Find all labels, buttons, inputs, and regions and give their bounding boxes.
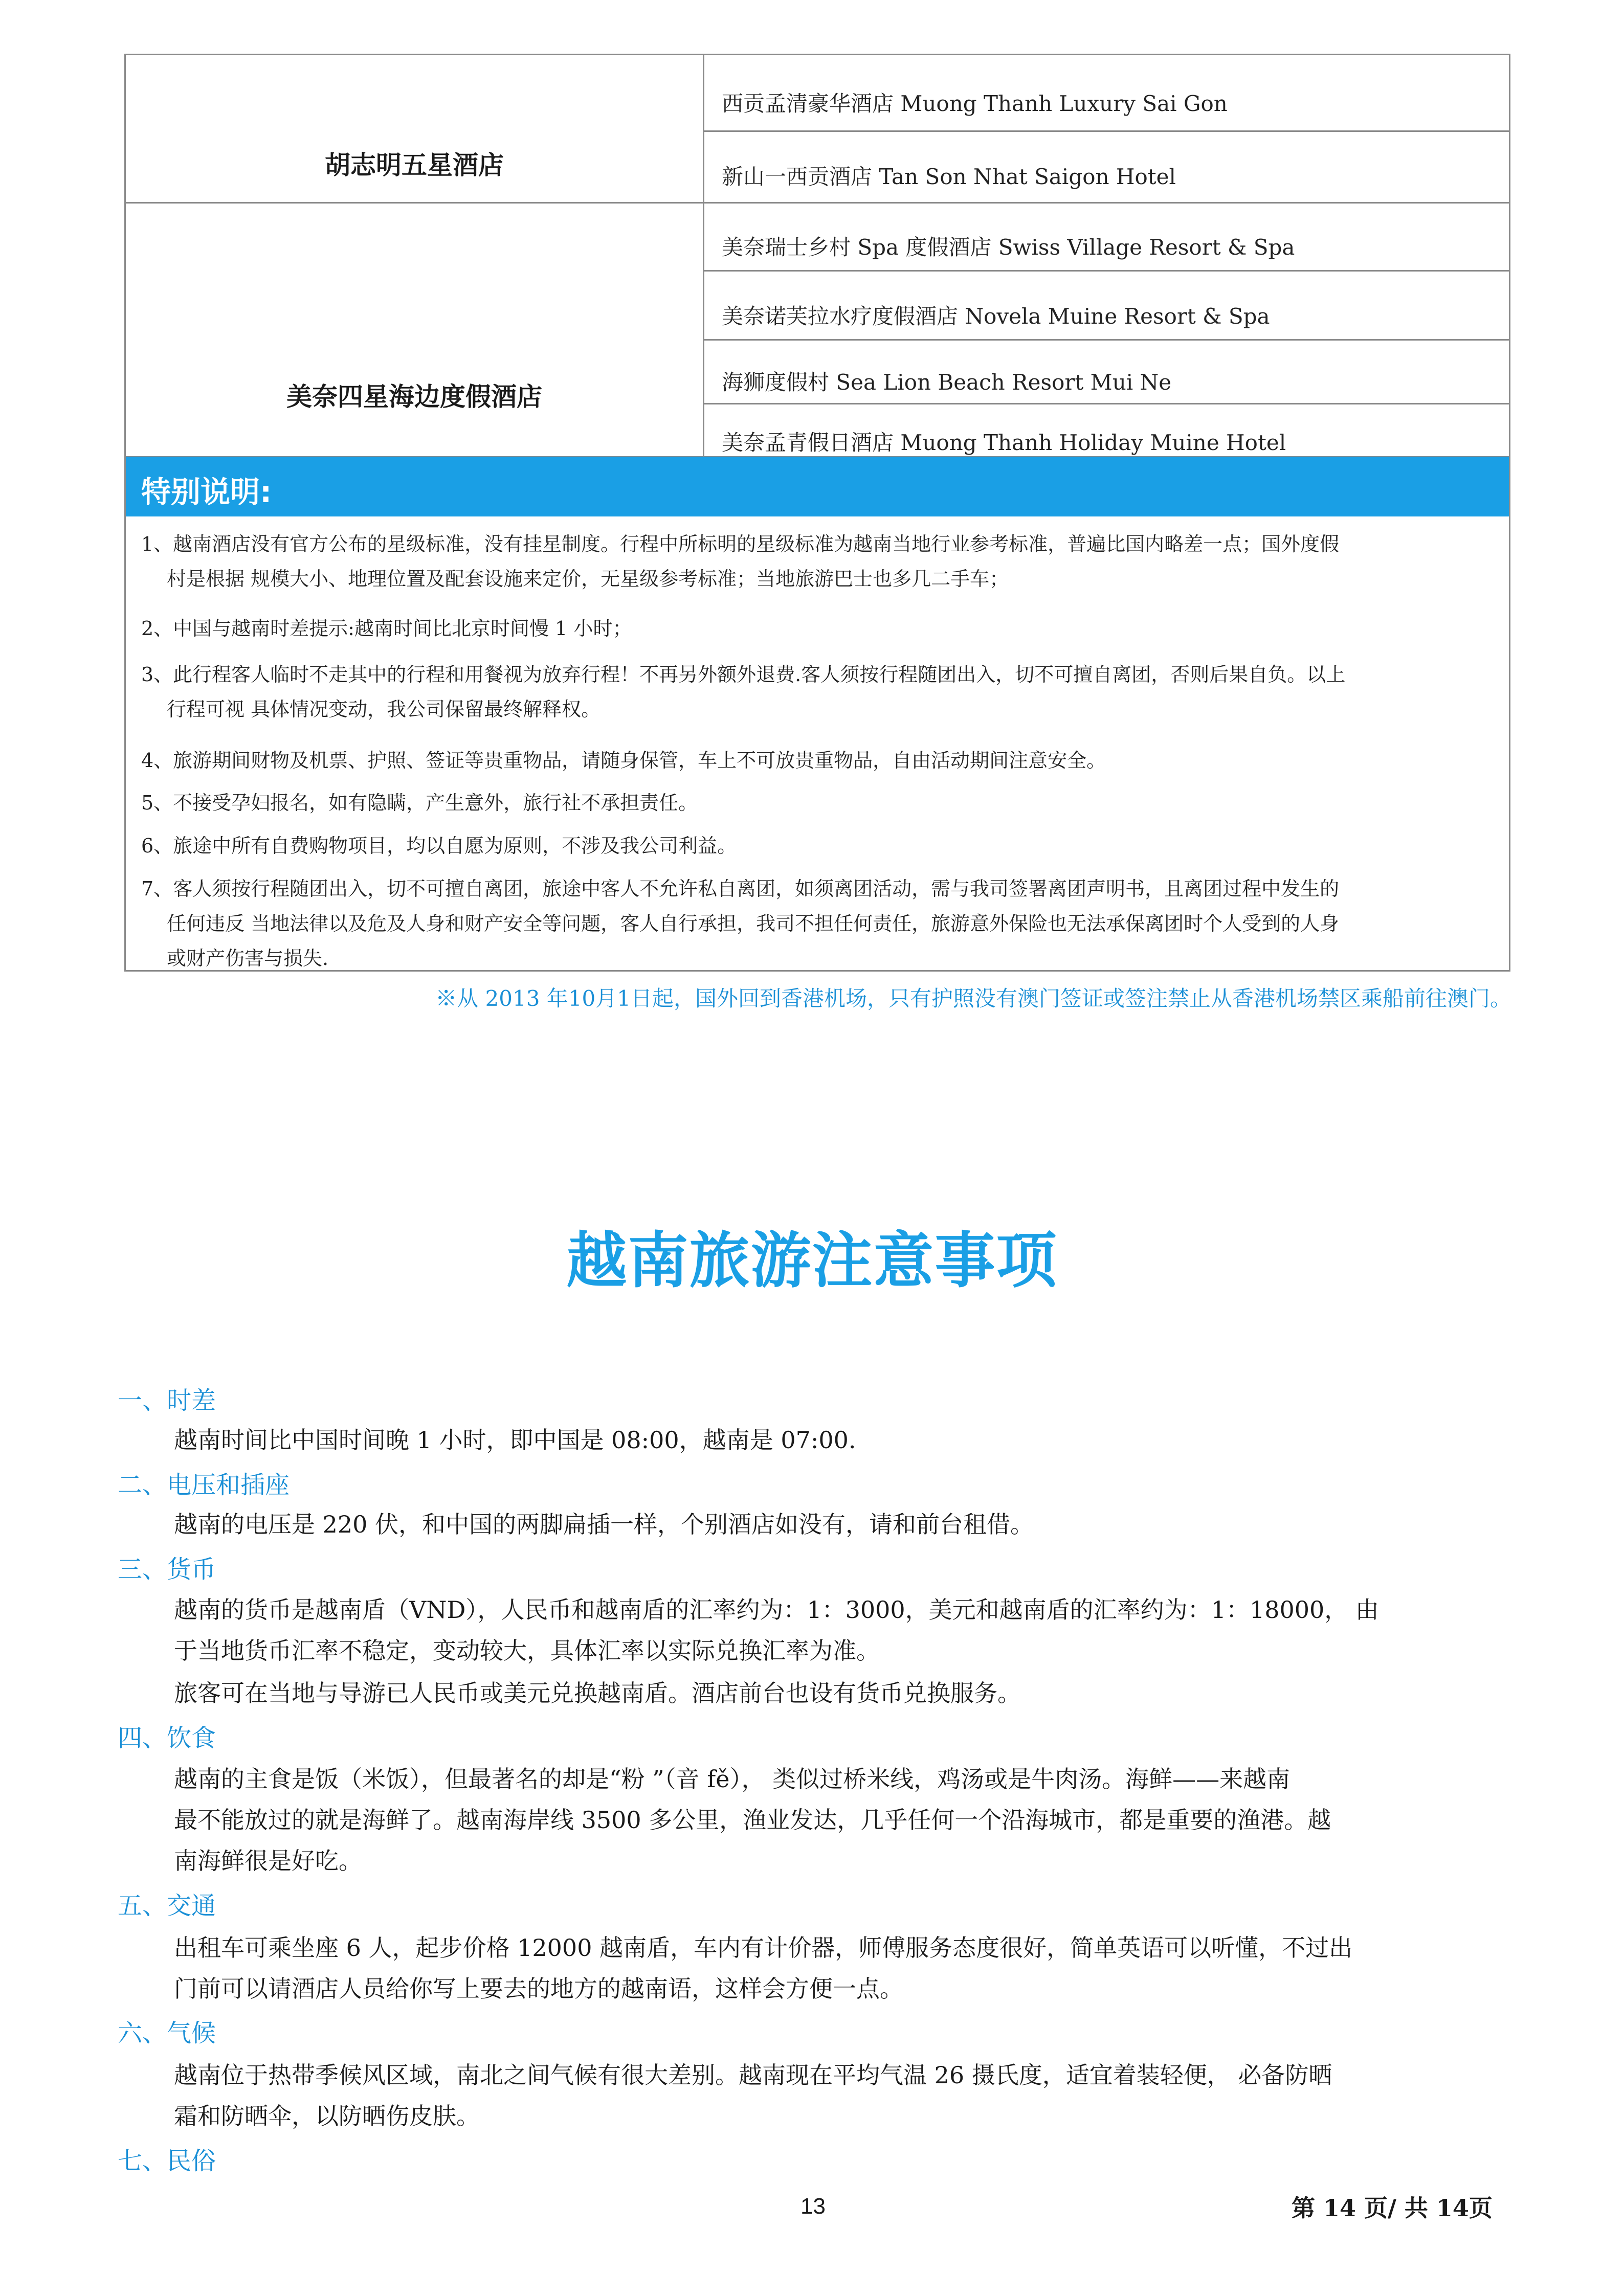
page-number: 13 [800, 2194, 826, 2219]
group-divider [126, 202, 1509, 204]
section-text: 南海鲜很是好吃。 [174, 1847, 362, 1875]
page-of-total: 第 14 页/ 共 14页 [1292, 2194, 1493, 2222]
note-item: 4、旅游期间财物及机票、护照、签证等贵重物品，请随身保管，车上不可放贵重物品，自由活动期间注意安全。 [141, 749, 1106, 772]
footnote: ※从 2013 年10月1日起，国外回到香港机场，只有护照没有澳门签证或签注禁止从香港机场禁区乘船前往澳门。 [435, 986, 1511, 1011]
table-column-divider [703, 55, 704, 456]
hotel-name: 海狮度假村 Sea Lion Beach Resort Mui Ne [722, 370, 1172, 395]
hotel-name: 西贡孟清豪华酒店 Muong Thanh Luxury Sai Gon [722, 91, 1228, 116]
section-text: 最不能放过的就是海鲜了。越南海岸线 3500 多公里，渔业发达，几乎任何一个沿海城市，都是重要的渔港。越 [174, 1806, 1331, 1834]
section-text: 出租车可乘坐座 6 人，起步价格 12000 越南盾，车内有计价器，师傅服务态度很好，简单英语可以听懂，不过出 [174, 1934, 1353, 1962]
row-divider [703, 270, 1509, 272]
note-item: 6、旅途中所有自费购物项目，均以自愿为原则，不涉及我公司利益。 [141, 835, 737, 857]
section-text: 越南的电压是 220 伏，和中国的两脚扁插一样，个别酒店如没有，请和前台租借。 [174, 1511, 1034, 1538]
hotel-group-label: 美奈四星海边度假酒店 [286, 382, 542, 412]
row-divider [703, 339, 1509, 341]
note-item: 7、客人须按行程随团出入，切不可擅自离团，旅途中客人不允许私自离团，如须离团活动，需与我司签署离团声明书，且离团过程中发生的 任何违反 当地法律以及危及人身和财产安全等问题，客人自行承担，我司不担任何责任，旅游意外保险也无法承保离团时个人受到的人身 或财产伤害与损失. [141, 877, 1340, 970]
hotel-name: 美奈瑞士乡村 Spa 度假酒店 Swiss Village Resort & Spa [722, 235, 1295, 260]
section-text: 越南位于热带季候风区域，南北之间气候有很大差别。越南现在平均气温 26 摄氏度，适宜着装轻便， 必备防晒 [174, 2061, 1332, 2089]
section-heading: 一、时差 [118, 1386, 216, 1415]
section-text: 旅客可在当地与导游已人民币或美元兑换越南盾。酒店前台也设有货币兑换服务。 [174, 1679, 1021, 1707]
hotel-name: 美奈孟青假日酒店 Muong Thanh Holiday Muine Hotel [722, 430, 1286, 455]
hotel-table [124, 54, 1510, 458]
special-notes-header [126, 457, 1509, 516]
section-heading: 七、民俗 [118, 2147, 216, 2175]
page-title: 越南旅游注意事项 [566, 1225, 1058, 1296]
section-text: 于当地货币汇率不稳定，变动较大，具体汇率以实际兑换汇率为准。 [174, 1637, 880, 1664]
section-text: 越南的货币是越南盾（VND），人民币和越南盾的汇率约为：1：3000，美元和越南盾的汇率约为：1：18000， 由 [174, 1596, 1379, 1624]
note-item: 5、不接受孕妇报名，如有隐瞒，产生意外，旅行社不承担责任。 [141, 792, 698, 814]
section-heading: 二、电压和插座 [118, 1471, 290, 1499]
row-divider [703, 403, 1509, 404]
hotel-name: 新山一西贡酒店 Tan Son Nhat Saigon Hotel [722, 164, 1176, 189]
row-divider [703, 130, 1509, 132]
section-text: 越南的主食是饭（米饭），但最著名的却是“粉 ”（音 fě）， 类似过桥米线，鸡汤或是牛肉汤。海鲜——来越南 [174, 1765, 1291, 1793]
hotel-group-label: 胡志明五星酒店 [325, 150, 504, 180]
section-heading: 六、气候 [118, 2019, 216, 2047]
section-heading: 四、饮食 [118, 1724, 216, 1752]
note-item: 1、越南酒店没有官方公布的星级标准，没有挂星制度。行程中所标明的星级标准为越南当地行业参考标准，普遍比国内略差一点；国外度假 村是根据 规模大小、地理位置及配套设施来定价，无星级参考标准；当地旅游巴士也多几二手车； [141, 533, 1340, 590]
note-item: 2、中国与越南时差提示:越南时间比北京时间慢 1 小时； [141, 617, 632, 640]
note-item: 3、此行程客人临时不走其中的行程和用餐视为放弃行程！不再另外额外退费.客人须按行程随团出入，切不可擅自离团，否则后果自负。以上 行程可视 具体情况变动，我公司保留最终解释权。 [141, 663, 1346, 721]
hotel-name: 美奈诺芙拉水疗度假酒店 Novela Muine Resort & Spa [722, 304, 1270, 329]
section-text: 霜和防晒伞，以防晒伤皮肤。 [174, 2102, 480, 2130]
section-text: 越南时间比中国时间晚 1 小时，即中国是 08:00，越南是 07:00. [174, 1426, 856, 1454]
special-notes-box [124, 457, 1510, 972]
section-heading: 五、交通 [118, 1892, 216, 1920]
special-notes-title: 特别说明: [141, 475, 272, 509]
section-heading: 三、货币 [118, 1555, 216, 1584]
section-text: 门前可以请酒店人员给你写上要去的地方的越南语，这样会方便一点。 [174, 1975, 903, 2002]
